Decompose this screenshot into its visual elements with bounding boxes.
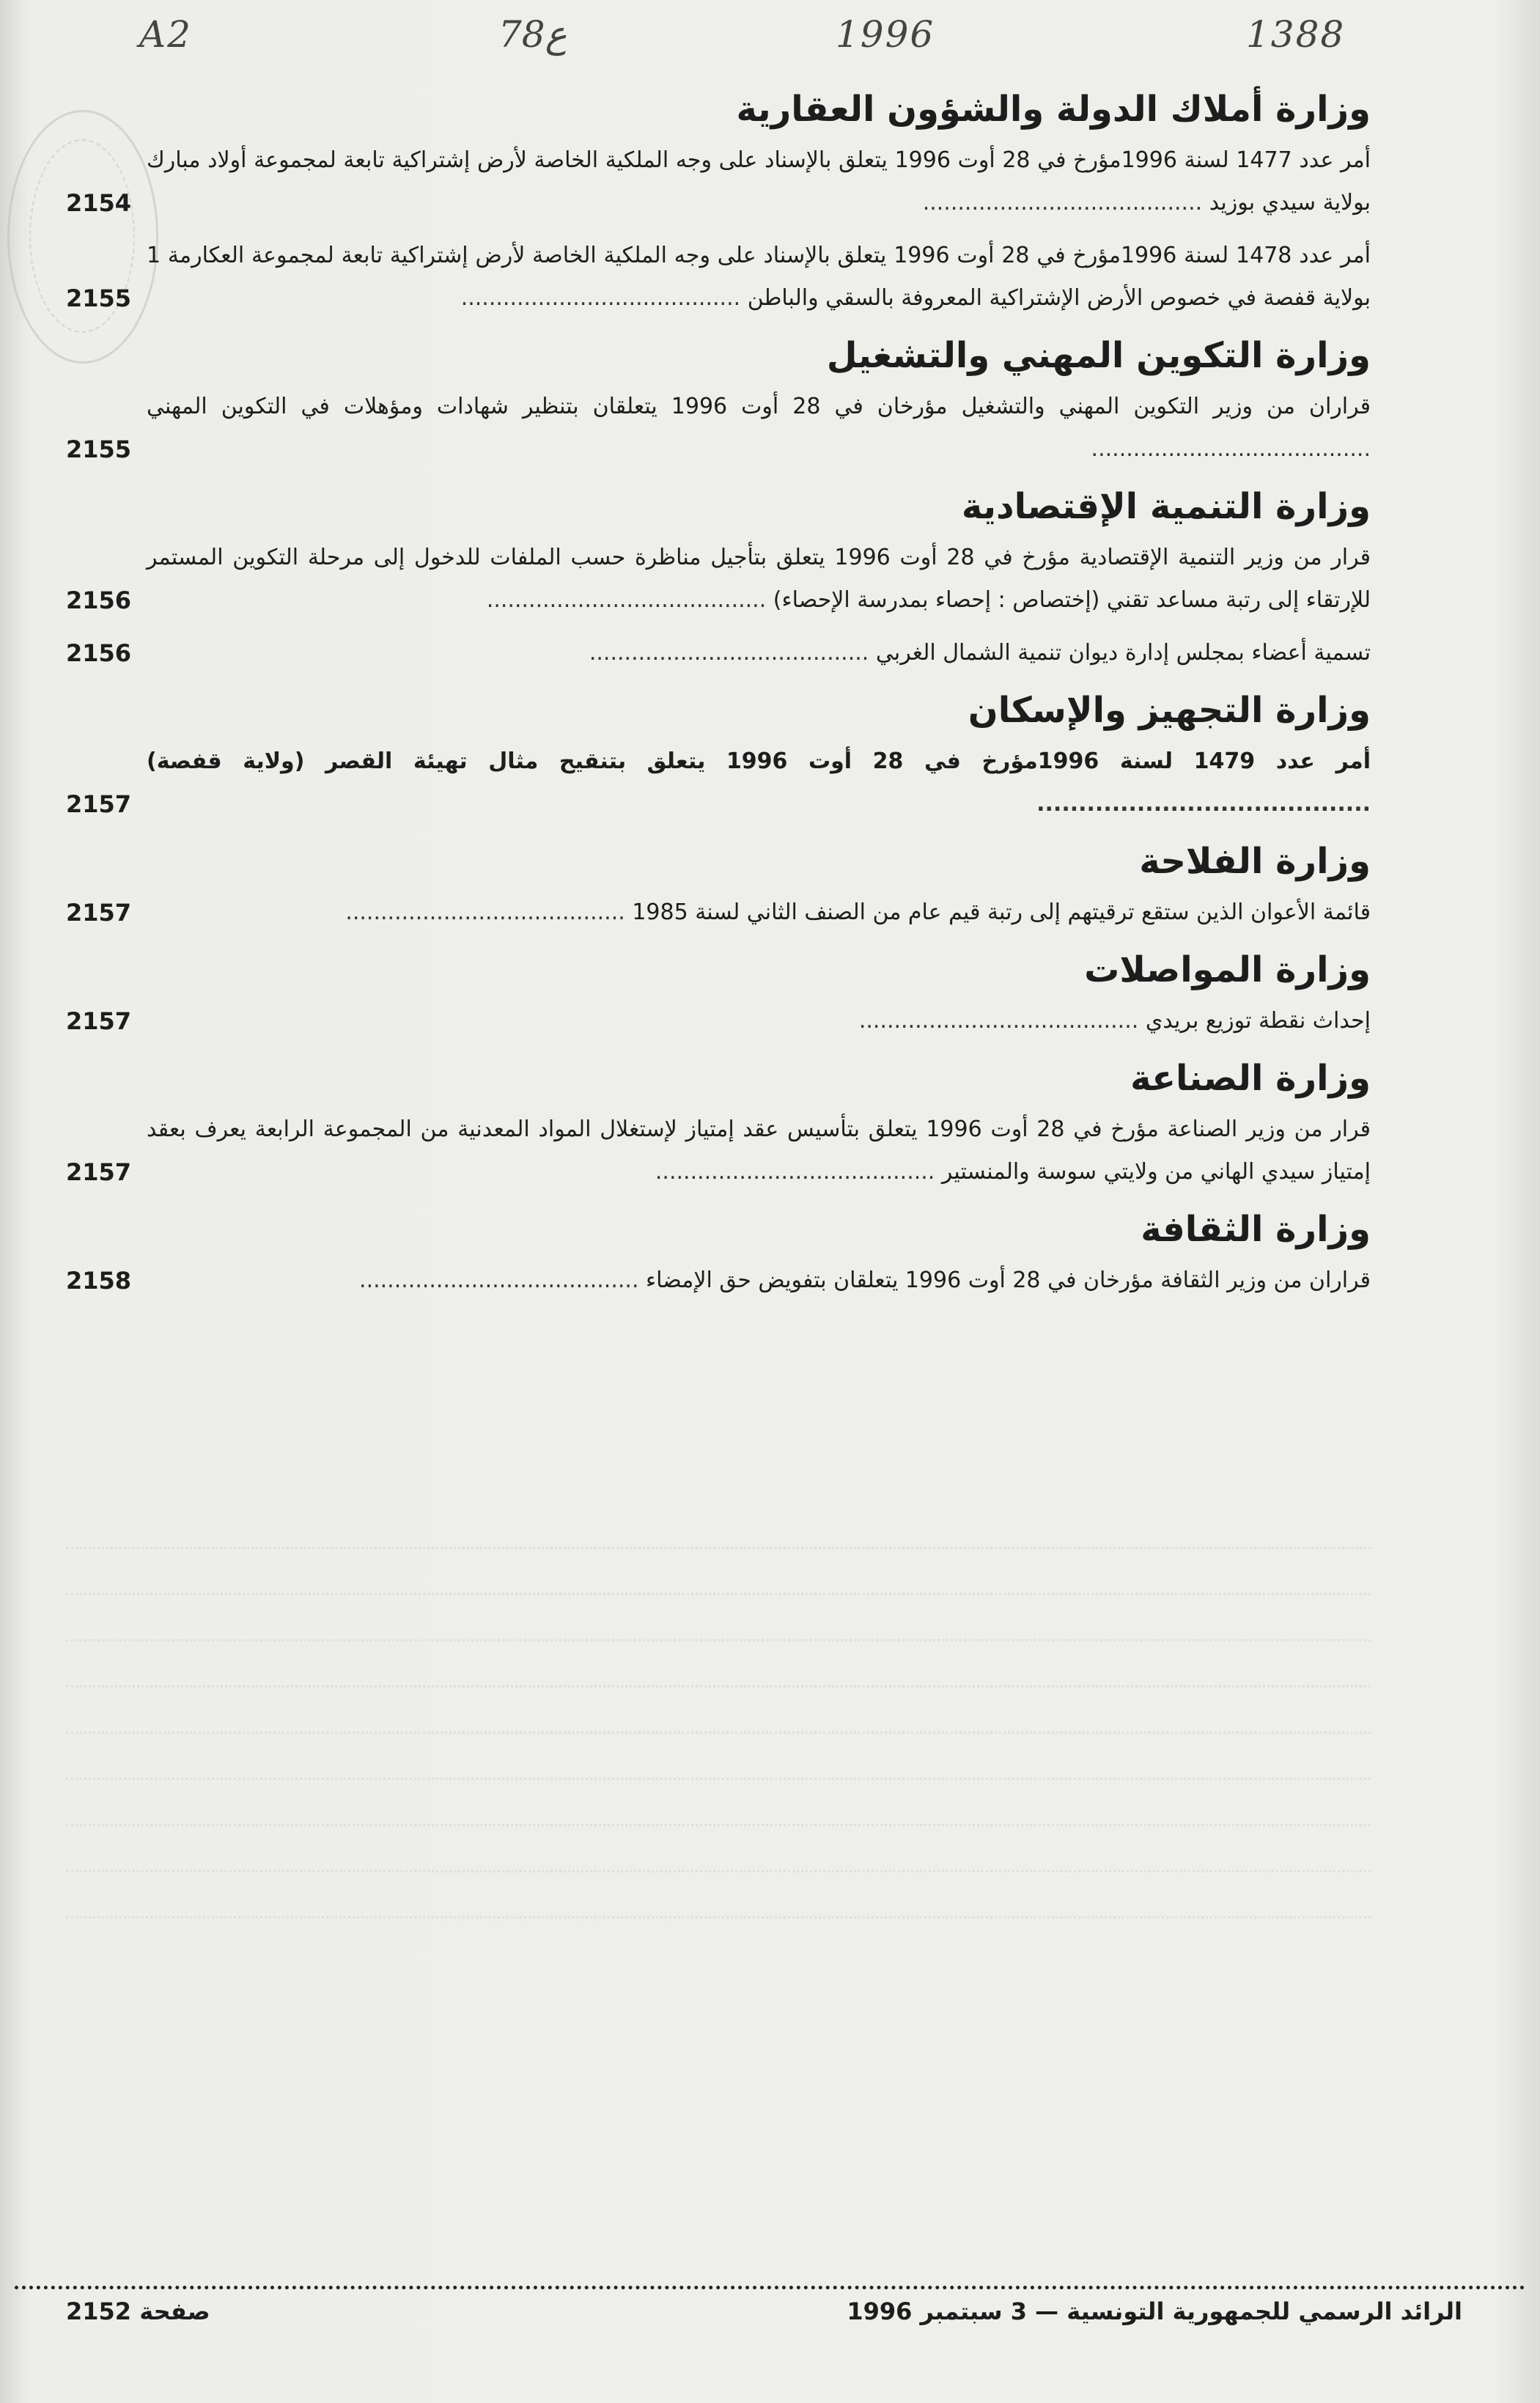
toc-entry [66, 1000, 1371, 1042]
ministry-heading: وزارة المواصلات [1084, 949, 1371, 990]
handwritten-ref-b: 78ع [498, 13, 567, 56]
footer-journal-title: الرائد الرسمي للجمهورية التونسية — 3 سبتمبر 1996 [847, 2297, 1462, 2325]
leader-dots: ........................................ [589, 640, 876, 666]
entry-page-number: 2154 [66, 189, 132, 217]
entry-text: إحداث نقطة توزيع بريدي ........................................ [858, 1008, 1371, 1034]
entry-text: أمر عدد 1479 لسنة 1996مؤرخ في 28 أوت 1996 يتعلق بتنقيح مثال تهيئة القصر (ولاية قفصة) ........................................ [147, 748, 1371, 817]
page-footer [66, 2297, 1462, 2325]
toc-entry [66, 235, 1371, 320]
toc-entry [66, 1108, 1371, 1193]
toc-entry [66, 891, 1371, 934]
leader-dots: ........................................ [359, 1267, 646, 1293]
leader-dots: ........................................ [486, 587, 773, 613]
entry-page-number: 2157 [66, 899, 132, 927]
leader-dots: ........................................ [655, 1159, 942, 1185]
entry-page-number: 2158 [66, 1267, 132, 1295]
handwritten-year: 1996 [836, 13, 935, 56]
toc-entry [66, 139, 1371, 224]
entry-page-number: 2155 [66, 435, 132, 463]
entry-page-number: 2156 [66, 639, 132, 667]
entry-page-number: 2157 [66, 1007, 132, 1035]
entry-text: قائمة الأعوان الذين ستقع ترقيتهم إلى رتبة قيم عام من الصنف الثاني لسنة 1985 ........................................ [345, 899, 1371, 925]
handwritten-number: 1388 [1246, 13, 1346, 56]
entry-page-number: 2157 [66, 790, 132, 818]
ministry-heading: وزارة التنمية الإقتصادية [961, 486, 1371, 527]
entry-page-number: 2155 [66, 284, 132, 312]
toc-entry [66, 1259, 1371, 1302]
footer-page-number: صفحة 2152 [66, 2297, 210, 2325]
entry-text: تسمية أعضاء بمجلس إدارة ديوان تنمية الشمال الغربي ........................................ [589, 640, 1371, 666]
toc-entry [66, 632, 1371, 674]
bleed-through-text [66, 1503, 1371, 1948]
entry-text: قراران من وزير الثقافة مؤرخان في 28 أوت 1996 يتعلقان بتفويض حق الإمضاء ........................................ [359, 1267, 1371, 1293]
entry-text: أمر عدد 1478 لسنة 1996مؤرخ في 28 أوت 1996 يتعلق بالإسناد على وجه الملكية الخاصة لأرض إشتراكية تابعة لمجموعة العكارمة 1 بولاية قفصة في خصوص الأرض الإشتراكية المعروفة بالسقي والباطن ........................................ [147, 243, 1371, 311]
footer-divider [15, 2286, 1525, 2289]
leader-dots: ........................................ [858, 1008, 1146, 1034]
entry-text: أمر عدد 1477 لسنة 1996مؤرخ في 28 أوت 1996 يتعلق بالإسناد على وجه الملكية الخاصة لأرض إشتراكية تابعة لمجموعة أولاد مبارك بولاية سيدي بوزيد ........................................ [147, 147, 1371, 216]
leader-dots: ........................................ [345, 899, 633, 925]
entry-page-number: 2156 [66, 586, 132, 614]
entry-text: قرار من وزير التنمية الإقتصادية مؤرخ في 28 أوت 1996 يتعلق بتأجيل مناظرة حسب الملفات للدخول إلى مرحلة التكوين المستمر للإرتقاء إلى رتبة مساعد تقني (إختصاص : إحصاء بمدرسة الإحصاء) ........................................ [147, 545, 1371, 613]
entry-page-number: 2157 [66, 1158, 132, 1186]
leader-dots: ........................................ [1091, 436, 1371, 462]
table-of-contents [66, 73, 1371, 1312]
handwritten-ref-a: A2 [139, 13, 192, 56]
ministry-heading: وزارة التجهيز والإسكان [968, 690, 1371, 731]
ministry-heading: وزارة الفلاحة [1139, 841, 1371, 882]
toc-entry [66, 537, 1371, 622]
entry-text: قرار من وزير الصناعة مؤرخ في 28 أوت 1996 يتعلق بتأسيس عقد إمتياز لإستغلال المواد المعدنية من المجموعة الرابعة يعرف بعقد إمتياز سيدي الهاني من ولايتي سوسة والمنستير ........................................ [147, 1116, 1371, 1185]
leader-dots: ........................................ [460, 285, 748, 311]
ministry-heading: وزارة الثقافة [1141, 1209, 1371, 1250]
ministry-heading: وزارة الصناعة [1130, 1058, 1371, 1099]
ministry-heading: وزارة التكوين المهني والتشغيل [826, 335, 1371, 376]
entry-text: قراران من وزير التكوين المهني والتشغيل مؤرخان في 28 أوت 1996 يتعلقان بتنظير شهادات ومؤهلات في التكوين المهني ........................................ [147, 394, 1371, 462]
ministry-heading: وزارة أملاك الدولة والشؤون العقارية [736, 89, 1371, 130]
toc-entry [66, 740, 1371, 825]
leader-dots: ........................................ [1036, 791, 1371, 817]
leader-dots: ........................................ [922, 190, 1209, 216]
toc-entry [66, 386, 1371, 471]
